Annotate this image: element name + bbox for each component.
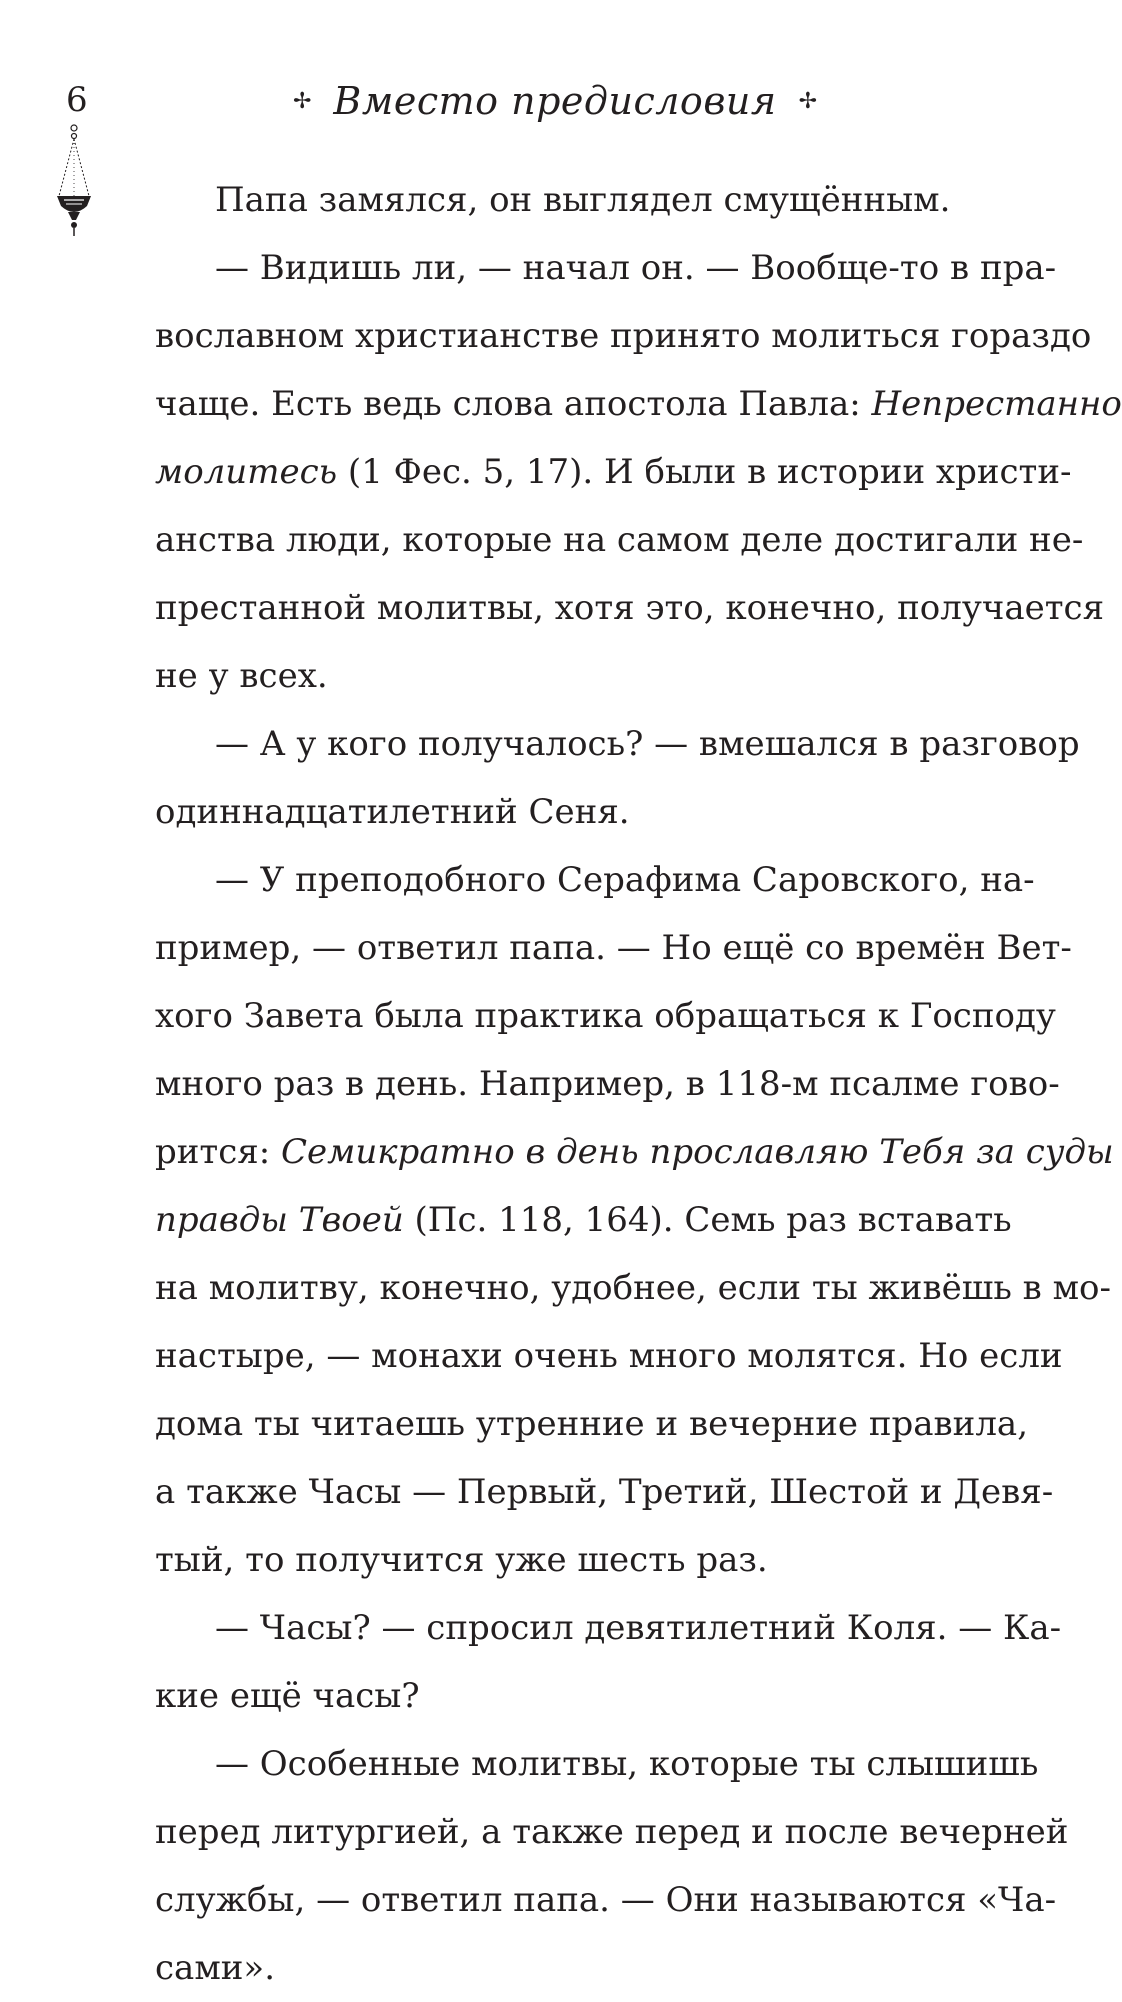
text-line: — Особенные молитвы, которые ты слышишь: [215, 1744, 1039, 1784]
text-line: — Часы? — спросил девятилетний Коля. — Ка-: [215, 1608, 1062, 1648]
text-line: дома ты читаешь утренние и вечерние правила,: [155, 1404, 1029, 1444]
text-line: — Видишь ли, — начал он. — Вообще-то в пра-: [215, 248, 1057, 288]
text-line: службы, — ответил папа. — Они называются «Ча-: [155, 1880, 1057, 1920]
body-text: [155, 166, 1122, 2002]
text-line: правды Твоей (Пс. 118, 164). Семь раз вставать: [155, 1200, 1012, 1240]
text-line: молитесь (1 Фес. 5, 17). И были в истории христи-: [155, 452, 1072, 492]
text-line: перед литургией, а также перед и после вечерней: [155, 1812, 1069, 1852]
cross-ornament-left-icon: ✢: [292, 88, 312, 114]
text-line: рится: Семикратно в день прославляю Тебя за суды: [155, 1132, 1114, 1172]
text-line: — У преподобного Серафима Саровского, на-: [215, 860, 1035, 900]
text-line: кие ещё часы?: [155, 1676, 420, 1716]
text-line: не у всех.: [155, 656, 328, 696]
text-line: Папа замялся, он выглядел смущённым.: [215, 180, 951, 220]
page-number: 6: [66, 80, 88, 120]
text-line: настыре, — монахи очень много молятся. Но если: [155, 1336, 1063, 1376]
running-header: [292, 74, 818, 128]
text-line: тый, то получится уже шесть раз.: [155, 1540, 768, 1580]
text-line: — А у кого получалось? — вмешался в разговор: [215, 724, 1080, 764]
scripture-quote: правды Твоей: [155, 1200, 404, 1240]
scripture-quote: молитесь: [155, 452, 338, 492]
text-line: много раз в день. Например, в 118-м псалме гово-: [155, 1064, 1060, 1104]
text-line: на молитву, конечно, удобнее, если ты живёшь в мо-: [155, 1268, 1112, 1308]
text-line: сами».: [155, 1948, 276, 1988]
text-line: пример, — ответил папа. — Но ещё со времён Вет-: [155, 928, 1072, 968]
cross-ornament-right-icon: ✢: [798, 88, 818, 114]
text-line: а также Часы — Первый, Третий, Шестой и Девя-: [155, 1472, 1054, 1512]
text-line: одиннадцатилетний Сеня.: [155, 792, 630, 832]
hanging-lamp-icon: [54, 124, 94, 242]
text-line: престанной молитвы, хотя это, конечно, получается: [155, 588, 1105, 628]
text-line: чаще. Есть ведь слова апостола Павла: Непрестанно: [155, 384, 1122, 424]
scripture-quote: Непрестанно: [871, 384, 1122, 424]
text-line: анства люди, которые на самом деле достигали не-: [155, 520, 1084, 560]
text-line: вославном христианстве принято молиться гораздо: [155, 316, 1092, 356]
running-head-title: Вместо предисловия: [333, 79, 777, 123]
scripture-quote: Семикратно в день прославляю Тебя за суды: [281, 1132, 1114, 1172]
text-line: хого Завета была практика обращаться к Господу: [155, 996, 1056, 1036]
